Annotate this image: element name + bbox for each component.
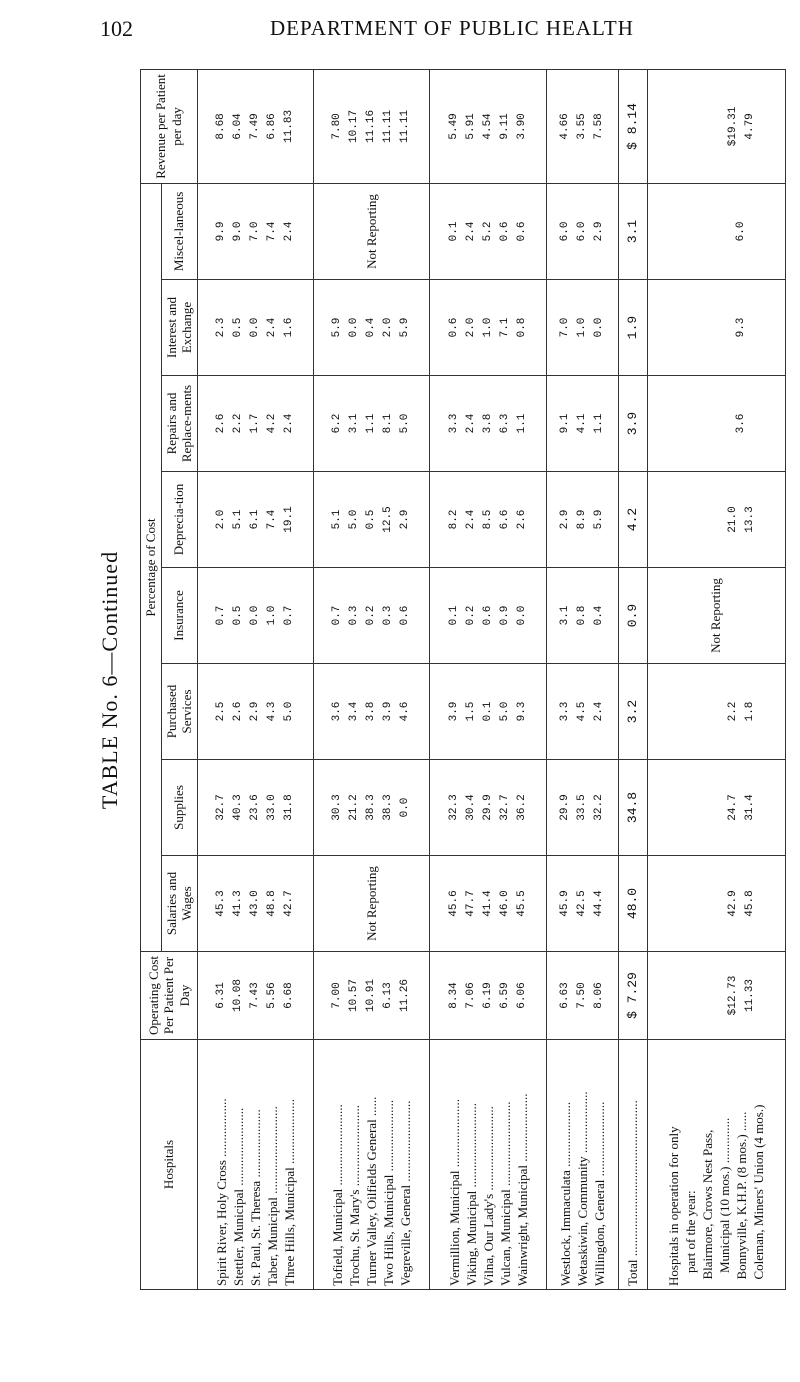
table-row: [314, 69, 430, 1289]
hospital-names: Westlock, Immaculata .................... Wetaskiwin, Community ................... Willingdon, General .......................: [546, 1040, 618, 1290]
supplies-values: 32.3 30.4 29.9 32.7 36.2: [430, 760, 546, 856]
insurance-values: 3.1 0.8 0.4: [546, 568, 618, 664]
supplies-values: 32.7 40.3 23.6 33.0 31.8: [197, 760, 313, 856]
interest-values: 2.3 0.5 0.0 2.4 1.6: [197, 280, 313, 376]
salaries-values: 45.9 42.5 44.4: [546, 856, 618, 952]
part-year-row: [647, 69, 785, 1289]
table-row: [197, 69, 313, 1289]
part-year-repairs: 3.6: [647, 376, 785, 472]
insurance-values: 0.1 0.2 0.6 0.9 0.0: [430, 568, 546, 664]
purchased-values: 3.9 1.5 0.1 5.0 9.3: [430, 664, 546, 760]
part-year-hospital-names: Hospitals in operation for only part of the year: Blairmore, Crows Nest Pass, Municipal (10 mos.) .............. Bonnyville, K.H.P. (8 mos.) ...... Coleman, Miners' Union (4 mos.): [647, 1040, 785, 1290]
revenue-values: 4.66 3.55 7.58: [546, 69, 618, 183]
total-depreciation: 4.2: [619, 472, 647, 568]
revenue-values: 5.49 5.91 4.54 9.11 3.90: [430, 69, 546, 183]
salaries-not-reporting: Not Reporting: [314, 856, 430, 952]
repairs-values: 6.2 3.1 1.1 8.1 5.0: [314, 376, 430, 472]
part-year-purchased: 2.2 1.8: [647, 664, 785, 760]
total-row: [619, 69, 647, 1289]
depreciation-values: 2.9 8.9 5.9: [546, 472, 618, 568]
misc-values: 0.1 2.4 5.2 0.6 0.6: [430, 183, 546, 279]
hospital-names: Tofield, Municipal ......................... Trochu, St. Mary's ......................... Turner Valley, Oilfields General ...... Two Hills, Municipal ...................... Vegreville, General .........................: [314, 1040, 430, 1290]
hospital-names: Spirit River, Holy Cross .................. Stettler, Municipal ........................ St. Paul, St. Theresa ..................... Taber, Municipal ........................... Three Hills, Municipal ....................: [197, 1040, 313, 1290]
operating-cost-values: 6.63 7.50 8.06: [546, 952, 618, 1040]
revenue-values: 8.68 6.04 7.49 6.86 11.83: [197, 69, 313, 183]
insurance-values: 0.7 0.5 0.0 1.0 0.7: [197, 568, 313, 664]
part-year-operating-cost: $12.73 11.33: [647, 952, 785, 1040]
salaries-values: 45.3 41.3 43.0 48.8 42.7: [197, 856, 313, 952]
total-revenue: $ 8.14: [619, 69, 647, 183]
header-row-1: [141, 69, 162, 1289]
header-misc: Miscel-laneous: [161, 183, 197, 279]
misc-not-reporting: Not Reporting: [314, 183, 430, 279]
page-number: 102: [100, 16, 133, 41]
header-percentage-of-cost: Percentage of Cost: [141, 183, 162, 951]
part-year-interest: 9.3: [647, 280, 785, 376]
repairs-values: 9.1 4.1 1.1: [546, 376, 618, 472]
repairs-values: 3.3 2.4 3.8 6.3 1.1: [430, 376, 546, 472]
part-year-revenue: $19.31 4.79: [647, 69, 785, 183]
supplies-values: 29.9 33.5 32.2: [546, 760, 618, 856]
rotated-table-block: [80, 70, 800, 1290]
depreciation-values: 5.1 5.0 0.5 12.5 2.9: [314, 472, 430, 568]
part-year-misc: 6.0: [647, 183, 785, 279]
header-revenue: Revenue per Patient per day: [141, 69, 198, 183]
total-purchased: 3.2: [619, 664, 647, 760]
total-salaries: 48.0: [619, 856, 647, 952]
total-insurance: 0.9: [619, 568, 647, 664]
operating-cost-values: 6.31 10.08 7.43 5.56 6.68: [197, 952, 313, 1040]
table-row: [546, 69, 618, 1289]
operating-cost-values: 8.34 7.06 6.19 6.59 6.06: [430, 952, 546, 1040]
table-caption: TABLE No. 6—Continued: [97, 550, 122, 810]
total-repairs: 3.9: [619, 376, 647, 472]
purchased-values: 2.5 2.6 2.9 4.3 5.0: [197, 664, 313, 760]
running-head: DEPARTMENT OF PUBLIC HEALTH: [270, 16, 634, 40]
supplies-values: 30.3 21.2 38.3 38.3 0.0: [314, 760, 430, 856]
total-label: Total ................................................: [619, 1040, 647, 1290]
header-purchased: Purchased Services: [161, 664, 197, 760]
salaries-values: 45.6 47.7 41.4 46.0 45.5: [430, 856, 546, 952]
header-operating-cost: Operating Cost Per Patient Per Day: [141, 952, 198, 1040]
total-misc: 3.1: [619, 183, 647, 279]
insurance-values: 0.7 0.3 0.2 0.3 0.6: [314, 568, 430, 664]
misc-values: 6.0 6.0 2.9: [546, 183, 618, 279]
table-row: [430, 69, 546, 1289]
repairs-values: 2.6 2.2 1.7 4.2 2.4: [197, 376, 313, 472]
revenue-values: 7.80 10.17 11.16 11.11 11.11: [314, 69, 430, 183]
depreciation-values: 2.0 5.1 6.1 7.4 19.1: [197, 472, 313, 568]
operating-cost-values: 7.00 10.57 10.91 6.13 11.26: [314, 952, 430, 1040]
part-year-supplies: 24.7 31.4: [647, 760, 785, 856]
total-interest: 1.9: [619, 280, 647, 376]
total-supplies: 34.8: [619, 760, 647, 856]
page-header: [0, 0, 800, 50]
part-year-salaries: 42.9 45.8: [647, 856, 785, 952]
interest-values: 5.9 0.0 0.4 2.0 5.9: [314, 280, 430, 376]
cost-table: [140, 69, 786, 1290]
part-year-depreciation: 21.0 13.3: [647, 472, 785, 568]
total-operating-cost: $ 7.29: [619, 952, 647, 1040]
header-insurance: Insurance: [161, 568, 197, 664]
interest-values: 7.0 1.0 0.0: [546, 280, 618, 376]
header-repairs: Repairs and Replace-ments: [161, 376, 197, 472]
interest-values: 0.6 2.0 1.0 7.1 0.8: [430, 280, 546, 376]
header-salaries: Salaries and Wages: [161, 856, 197, 952]
purchased-values: 3.6 3.4 3.8 3.9 4.6: [314, 664, 430, 760]
purchased-values: 3.3 4.5 2.4: [546, 664, 618, 760]
depreciation-values: 8.2 2.4 8.5 6.6 2.6: [430, 472, 546, 568]
hospital-names: Vermillion, Municipal ..................... Viking, Municipal .......................... Vilna, Our Lady's .......................... Vulcan, Municipal .......................... Wainwright, Municipal .....................: [430, 1040, 546, 1290]
header-supplies: Supplies: [161, 760, 197, 856]
header-interest: Interest and Exchange: [161, 280, 197, 376]
header-hospitals: Hospitals: [141, 1040, 198, 1290]
header-depreciation: Deprecia-tion: [161, 472, 197, 568]
misc-values: 9.9 9.0 7.0 7.4 2.4: [197, 183, 313, 279]
part-year-insurance-not-reporting: Not Reporting: [647, 568, 785, 664]
